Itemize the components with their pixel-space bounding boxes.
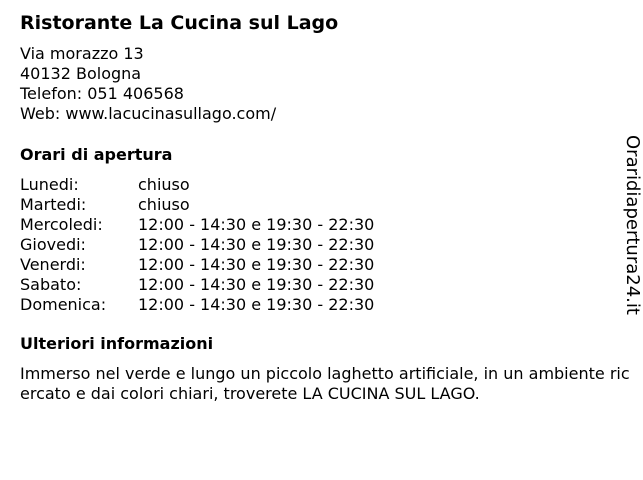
hours-day: Lunedi: (20, 175, 79, 194)
hours-heading: Orari di apertura (20, 145, 173, 164)
hours-time: 12:00 - 14:30 e 19:30 - 22:30 (138, 215, 375, 234)
address-block (20, 44, 276, 124)
address-phone: Telefon: 051 406568 (20, 84, 184, 103)
page-title: Ristorante La Cucina sul Lago (20, 12, 339, 34)
hours-time: 12:00 - 14:30 e 19:30 - 22:30 (138, 295, 375, 314)
address-city: 40132 Bologna (20, 64, 142, 83)
hours-day: Venerdi: (20, 255, 86, 274)
hours-time: chiuso (138, 175, 190, 194)
hours-time: 12:00 - 14:30 e 19:30 - 22:30 (138, 275, 375, 294)
address-web: Web: www.lacucinasullago.com/ (20, 104, 277, 123)
hours-day: Martedi: (20, 195, 87, 214)
hours-day: Giovedi: (20, 235, 86, 254)
hours-time: chiuso (138, 195, 190, 214)
hours-time: 12:00 - 14:30 e 19:30 - 22:30 (138, 235, 375, 254)
hours-day: Sabato: (20, 275, 82, 294)
address-street: Via morazzo 13 (20, 44, 144, 63)
watermark-text: Oraridiapertura24.it (622, 135, 643, 315)
hours-time: 12:00 - 14:30 e 19:30 - 22:30 (138, 255, 375, 274)
hours-day: Mercoledi: (20, 215, 103, 234)
info-description: Immerso nel verde e lungo un piccolo laghetto artificiale, in un ambiente ricercato e dai colori chiari, troverete LA CUCINA SUL LAGO. (20, 364, 630, 403)
info-heading: Ulteriori informazioni (20, 334, 214, 353)
hours-day: Domenica: (20, 295, 107, 314)
